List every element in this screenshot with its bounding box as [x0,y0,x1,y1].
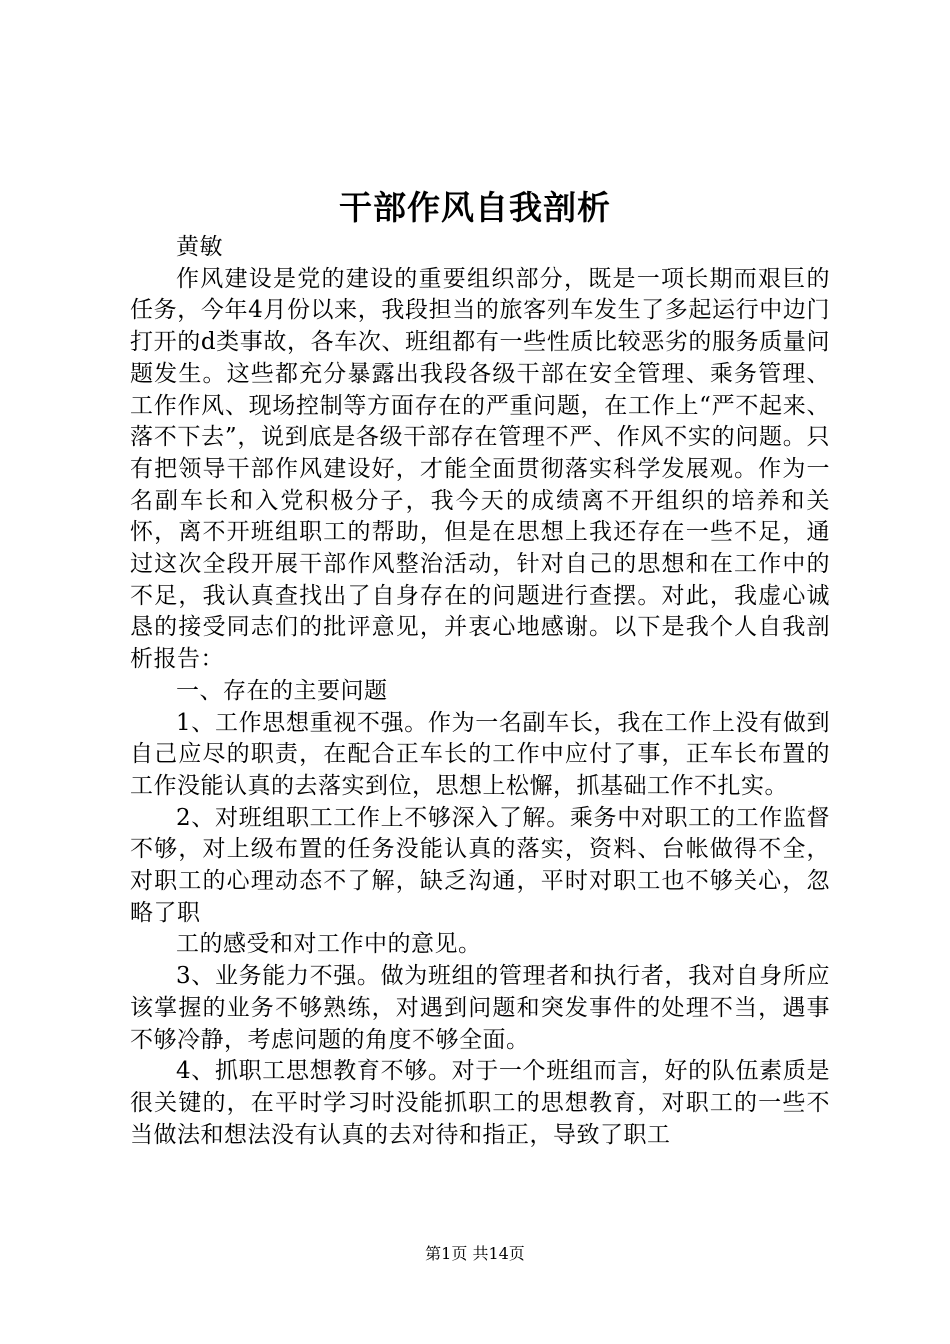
issue-paragraph-1: 1、工作思想重视不强。作为一名副车长，我在工作上没有做到自己应尽的职责，在配合正车长的工作中应付了事，正车长布置的工作没能认真的去落实到位，思想上松懈，抓基础工作不扎实。 [130,709,830,799]
page-number-footer: 第1页 共14页 [425,1244,525,1263]
document-title: 干部作风自我剖析 [339,188,611,227]
intro-paragraph: 作风建设是党的建设的重要组织部分，既是一项长期而艰巨的任务，今年4月份以来，我段担当的旅客列车发生了多起运行中边门打开的d类事故，各车次、班组都有一些性质比较恶劣的服务质量问题发生。这些都充分暴露出我段各级干部在安全管理、乘务管理、工作作风、现场控制等方面存在的严重问题，在工作上“严不起来、落不下去”，说到底是各级干部存在管理不严、作风不实的问题。只有把领导干部作风建设好，才能全面贯彻落实科学发展观。作为一名副车长和入党积极分子，我今天的成绩离不开组织的培养和关怀，离不开班组职工的帮助，但是在思想上我还存在一些不足，通过这次全段开展干部作风整治活动，针对自己的思想和在工作中的不足，我认真查找出了自身存在的问题进行查摆。对此，我虚心诚恳的接受同志们的批评意见，并衷心地感谢。以下是我个人自我剖析报告： [130,265,830,673]
issue-paragraph-4: 4、抓职工思想教育不够。对于一个班组而言，好的队伍素质是很关键的，在平时学习时没能抓职工的思想教育，对职工的一些不当做法和想法没有认真的去对待和指正，导致了职工 [130,1058,830,1148]
issue-paragraph-2: 2、对班组职工工作上不够深入了解。乘务中对职工的工作监督不够，对上级布置的任务没能认真的落实，资料、台帐做得不全，对职工的心理动态不了解，缺乏沟通，平时对职工也不够关心，忽略了职 [130,804,830,926]
document-body [130,232,830,1151]
author-name: 黄敏 [176,234,223,260]
issue-paragraph-3: 3、业务能力不强。做为班组的管理者和执行者，我对自身所应该掌握的业务不够熟练，对遇到问题和突发事件的处理不当，遇事不够冷静，考虑问题的角度不够全面。 [130,963,830,1053]
issue-paragraph-2-continued: 工的感受和对工作中的意见。 [176,931,482,958]
section-heading: 一、存在的主要问题 [176,677,388,704]
